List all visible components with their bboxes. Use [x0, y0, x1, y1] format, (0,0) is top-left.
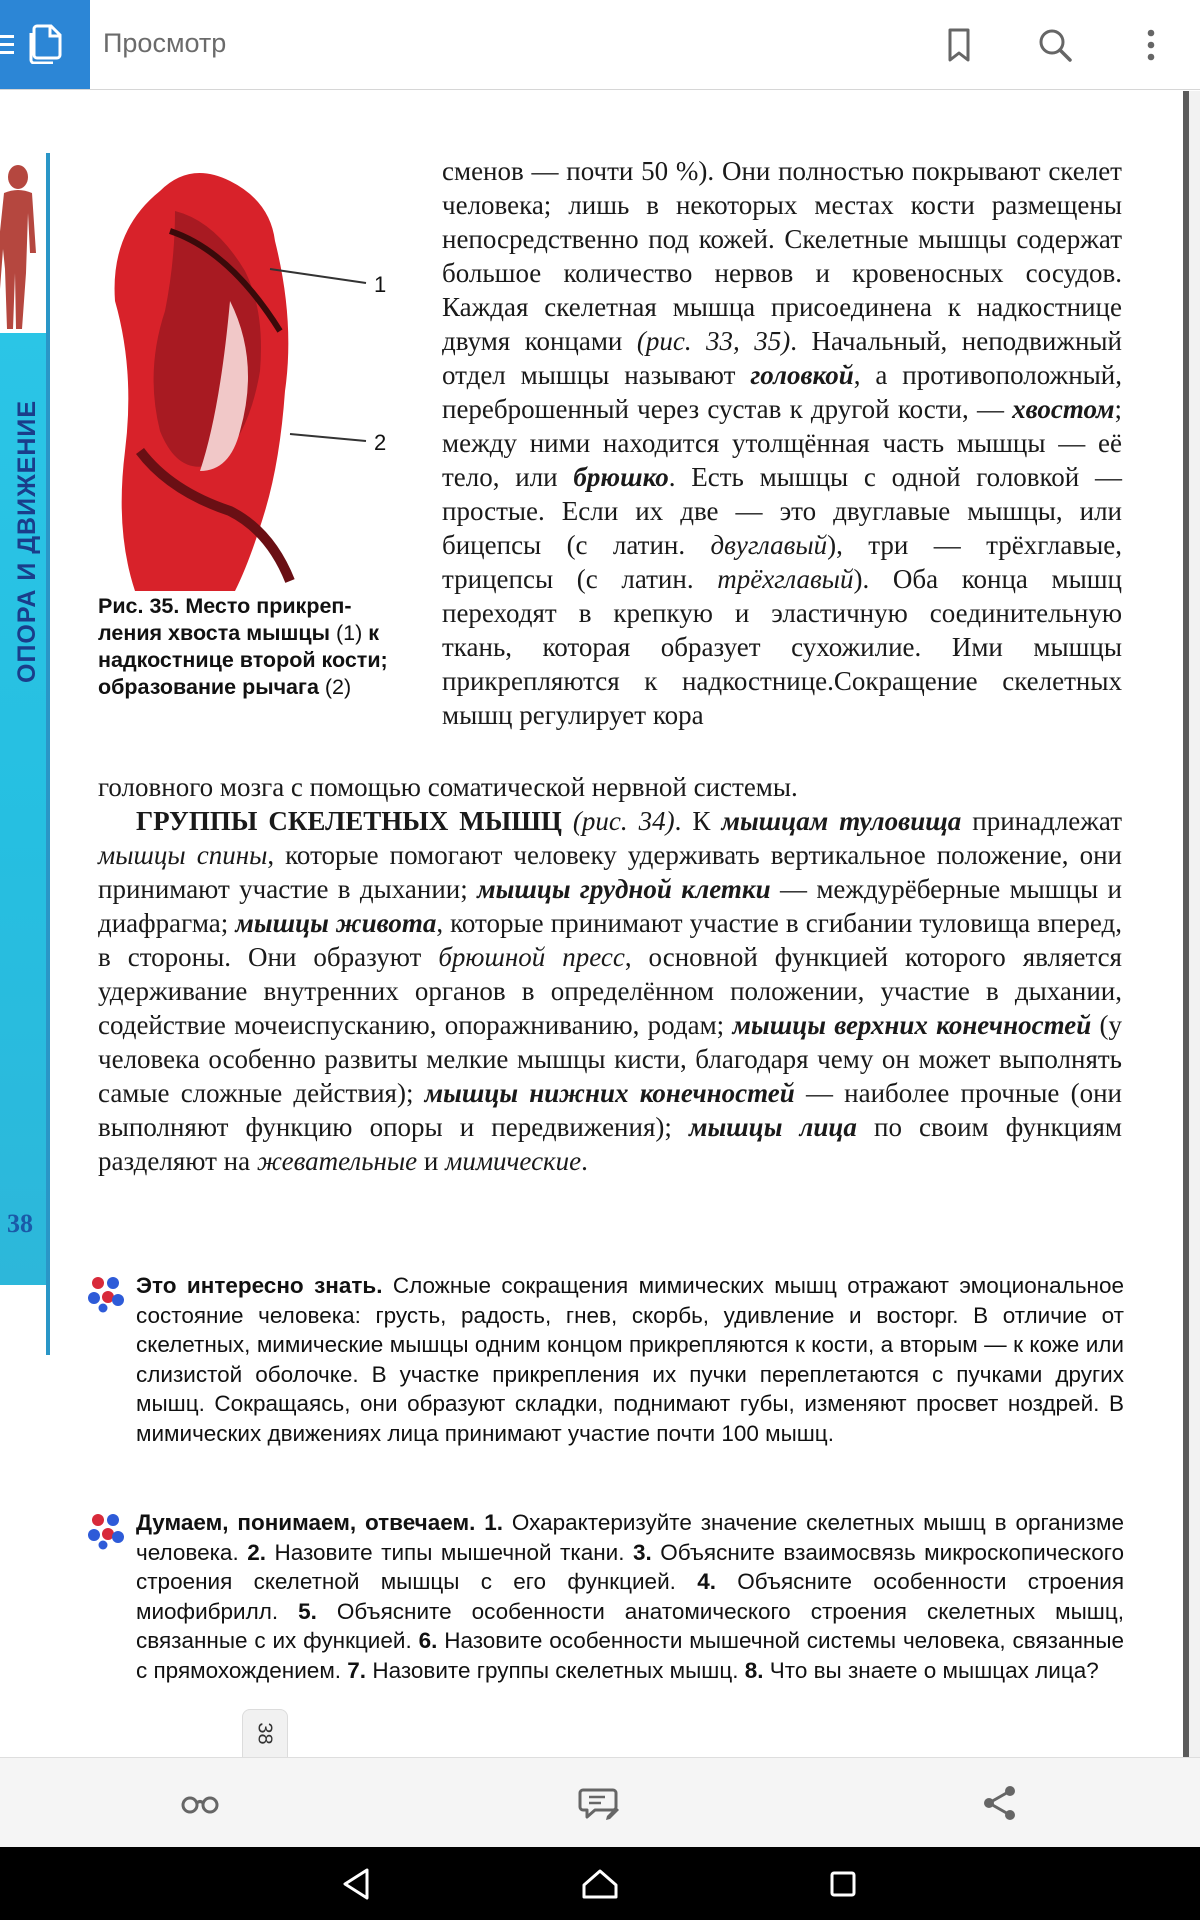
caption-part: (1) [329, 621, 369, 645]
pages-icon[interactable] [28, 24, 62, 64]
chapter-strip [0, 153, 48, 1285]
term: мышцы грудной клетки [477, 874, 771, 904]
term: мышцы верхних конечностей [732, 1010, 1092, 1040]
text-run: ; между ними находится утолщённая часть мышцы — её тело, или [442, 394, 1122, 492]
question-number: 3. [632, 1539, 652, 1565]
question: Объясните особенности строения миофибрилл. [136, 1569, 1124, 1624]
page-number: 38 [7, 1209, 33, 1238]
term: мышцам туловища [721, 806, 962, 836]
questions-text [136, 1508, 1124, 1685]
text-run: Сложные сокращения мимических мышц отражают эмоциональное состояние человека: грусть, радость, гнев, скорбь, удивление и восторг. В отличие от скелетных, мимические мышцы одним концом прикрепляются к кости, а вторым — к коже или слизистой оболочке. В участке прикрепления их пучки переплетаются с пучками других мышц. Сокращаясь, они образуют складки, поднимают губы, изменяют просвет ноздрей. В мимических движениях лица принимают участие почти 100 мышц. [136, 1273, 1124, 1446]
caption-part: к надкостнице второй кости; образование рычага [98, 621, 388, 699]
page-edge [1189, 91, 1200, 1757]
bookmark-icon[interactable] [936, 22, 982, 68]
comment-icon[interactable] [577, 1780, 623, 1826]
term: мышцы спины [98, 840, 268, 870]
share-icon[interactable] [977, 1780, 1023, 1826]
menu-icon[interactable] [0, 33, 16, 57]
term: брюшко [573, 462, 669, 492]
main-text [98, 770, 1122, 1178]
text-run: сменов — почти 50 %). Они полностью покрывают скелет человека; лишь в некоторых местах кости размещены непосредственно под кожей. Скелетные мышцы содержат большое количество нервов и кровеносных сосудов. Каждая скелетная мышца присоединена к надкостнице двумя концами [442, 156, 1122, 356]
recents-nav-icon[interactable] [818, 1859, 868, 1909]
term: мышцы лица [688, 1112, 857, 1142]
caption-part: Рис. 35. Место прикрепления хвоста мышцы [98, 594, 352, 645]
question: Объясните особенности анатомического строения скелетных мышц, связанные с их функцией. [136, 1598, 1124, 1653]
molecule-bullet-icon [86, 1510, 126, 1550]
box-title: Думаем, понимаем, отвечаем. [136, 1510, 476, 1535]
term: мышцы нижних конечностей [424, 1078, 795, 1108]
question-number: 8. [744, 1657, 764, 1683]
app-title: Просмотр [103, 28, 227, 58]
home-nav-icon[interactable] [575, 1859, 625, 1909]
text-run: , которые помогают человеку удерживать вертикальное положение, они принимают участие в дыхании; [98, 840, 1122, 904]
figure-caption [98, 593, 400, 701]
text-run: по своим функциям разделяют на [98, 1112, 1122, 1176]
question: Назовите особенности мышечной системы человека, связанные с прямохождением. [136, 1628, 1124, 1683]
text-run: (рис. 33, 35) [636, 326, 791, 356]
question-number: 4. [697, 1569, 716, 1594]
box-title: Это интересно знать. [136, 1273, 383, 1298]
question: Назовите группы скелетных мышц. [366, 1657, 745, 1683]
text-run: и [417, 1146, 446, 1176]
search-icon[interactable] [1032, 22, 1078, 68]
term: хвостом [1012, 394, 1115, 424]
interesting-text [136, 1271, 1124, 1448]
question: Объясните взаимосвязь микроскопического строения скелетной мышцы с его функцией. [136, 1539, 1125, 1594]
question: Назовите типы мышечной ткани. [265, 1539, 633, 1565]
bottom-toolbar [0, 1757, 1200, 1847]
text-run: двуглавый [710, 530, 828, 560]
page-indicator-chip[interactable] [242, 1709, 288, 1757]
text-run: — междурёберные мышцы и диафрагма; [98, 874, 1122, 938]
more-vert-icon[interactable] [1128, 22, 1174, 68]
question-number: 7. [347, 1657, 367, 1683]
chapter-label: ОПОРА И ДВИЖЕНИЕ [13, 399, 41, 683]
term: головкой [750, 360, 854, 390]
page-indicator-label: 38 [253, 1722, 276, 1745]
text-run: — наиболее прочные (они выполняют функцию опоры и передвижения); [98, 1078, 1122, 1142]
text-run: принадлежат [961, 806, 1123, 836]
text-run: (у человека особенно развиты мелкие мышцы кисти, благодаря чему он может выполнять самые сложные действия); [98, 1010, 1122, 1108]
question-number: 5. [298, 1598, 317, 1624]
text-run: , которые принимают участие в сгибании туловища вперед, в стороны. Они образуют [98, 908, 1122, 972]
text-run: трёхглавый [717, 564, 854, 594]
figure-label-1: 1 [374, 272, 387, 297]
question-number: 1. [475, 1510, 504, 1535]
figure-label-2: 2 [374, 430, 387, 455]
system-nav-bar [0, 1847, 1200, 1920]
question: Охарактеризуйте значение скелетных мышц в организме человека. [136, 1510, 1124, 1565]
question-number: 2. [247, 1539, 266, 1565]
muscle-groups-paragraph [98, 804, 1122, 1178]
app-bar [0, 0, 1200, 90]
side-rule [46, 153, 50, 1355]
caption-part: (2) [318, 675, 352, 699]
text-run: . [581, 1146, 588, 1176]
text-run: . Есть мышцы с одной головкой — простые. Если их две — это двуглавые мышцы, или бицепсы (с латин. [442, 462, 1122, 560]
text-run: . Начальный, неподвижный отдел мышцы называют [442, 326, 1123, 390]
term: мимические [445, 1146, 582, 1176]
column-paragraph [442, 154, 1122, 732]
term: мышцы живота [235, 908, 437, 938]
term: брюшной пресс [438, 942, 625, 972]
term: жевательные [256, 1146, 418, 1176]
text-run: (рис. 34) [572, 806, 675, 836]
human-figure-icon [0, 153, 46, 333]
reading-mode-icon[interactable] [177, 1780, 223, 1826]
text-run: . К [674, 806, 722, 836]
molecule-bullet-icon [86, 1273, 126, 1313]
paragraph-continuation: головного мозга с помощью соматической нервной системы. [98, 772, 798, 802]
text-run: , а противоположный, переброшенный через сустав к другой кости, — [442, 360, 1122, 424]
text-run: ), три — трёхглавые, трицепсы (с латин. [442, 530, 1122, 594]
back-nav-icon[interactable] [332, 1859, 382, 1909]
text-run: , основной функцией которого является удерживание внутренних органов в определённом положении, участие в дыхании, содействие мочеиспусканию, опоражниванию, родам; [98, 942, 1122, 1040]
nav-block[interactable] [0, 0, 90, 89]
document-page[interactable] [0, 91, 1200, 1757]
question-number: 6. [418, 1628, 438, 1653]
question: Что вы знаете о мышцах лица? [763, 1657, 1099, 1683]
text-run: ). Оба конца мышц переходят в крепкую и эластичную соединительную ткань, которая образует сухожилие. Ими мышцы прикрепляются к надкостнице.Сокращение скелетных мышц регулирует кора [442, 564, 1122, 730]
section-heading: ГРУППЫ СКЕЛЕТНЫХ МЫШЦ [136, 806, 562, 836]
